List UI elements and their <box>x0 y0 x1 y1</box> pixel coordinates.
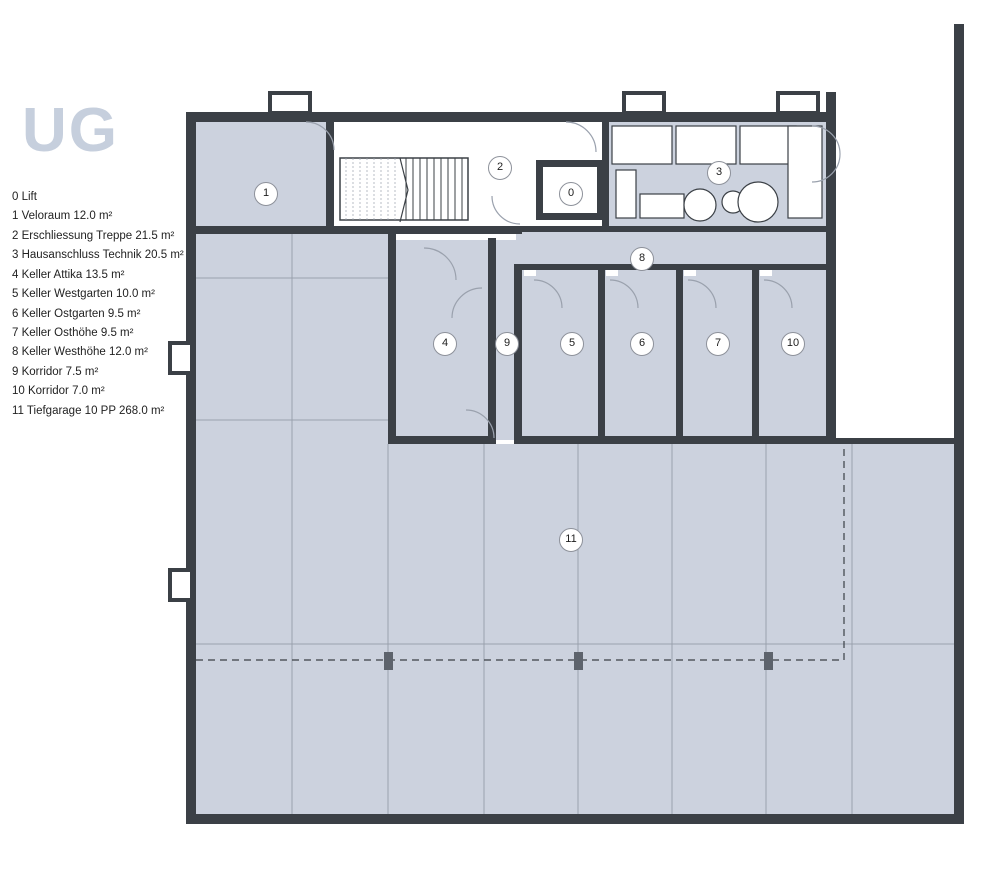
legend-item: 2 Erschliessung Treppe 21.5 m² <box>12 229 175 242</box>
room-marker-0: 0 <box>559 182 583 206</box>
legend-item: 3 Hausanschluss Technik 20.5 m² <box>12 249 184 262</box>
legend-item: 6 Keller Ostgarten 9.5 m² <box>12 307 141 320</box>
room-marker-8: 10 <box>781 332 805 356</box>
legend-item: 8 Keller Westhöhe 12.0 m² <box>12 346 148 359</box>
legend-item: 4 Keller Attika 13.5 m² <box>12 268 125 281</box>
room-marker-5: 5 <box>560 332 584 356</box>
legend-list <box>12 188 192 421</box>
room-marker-1: 1 <box>254 182 278 206</box>
room-marker-4: 4 <box>433 332 457 356</box>
legend-item: 11 Tiefgarage 10 PP 268.0 m² <box>12 404 165 417</box>
room-marker-2: 2 <box>488 156 512 180</box>
floor-title: UG <box>22 96 119 165</box>
room-marker-7: 7 <box>706 332 730 356</box>
legend-item: 1 Veloraum 12.0 m² <box>12 210 113 223</box>
legend-item: 0 Lift <box>12 191 37 203</box>
room-fills <box>196 118 954 816</box>
room-marker-6: 6 <box>630 332 654 356</box>
staircase <box>340 158 468 222</box>
legend <box>12 96 192 421</box>
room-marker-9: 8 <box>630 247 654 271</box>
legend-item: 9 Korridor 7.5 m² <box>12 365 99 378</box>
legend-item: 5 Keller Westgarten 10.0 m² <box>12 288 155 301</box>
room-marker-11: 11 <box>559 528 583 552</box>
legend-item: 7 Keller Osthöhe 9.5 m² <box>12 326 134 339</box>
room-marker-3: 3 <box>707 161 731 185</box>
room-marker-10: 9 <box>495 332 519 356</box>
legend-item: 10 Korridor 7.0 m² <box>12 385 105 398</box>
